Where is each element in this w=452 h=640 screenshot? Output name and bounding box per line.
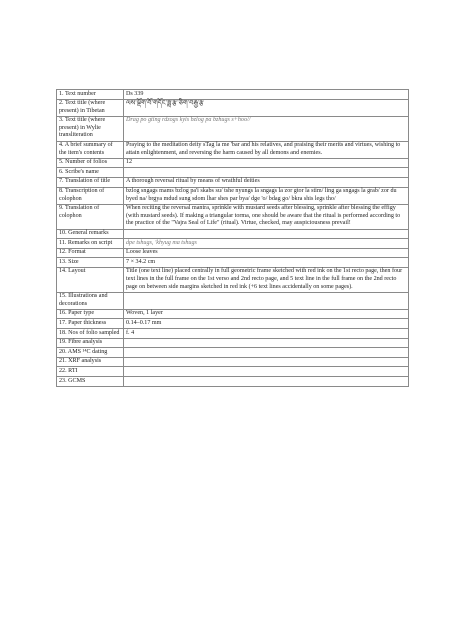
- table-row: [57, 177, 409, 187]
- row-label: 19. Fibre analysis: [57, 338, 124, 348]
- row-label: 20. AMS ¹⁴C dating: [57, 348, 124, 358]
- row-value: [124, 168, 409, 178]
- table-row: [57, 377, 409, 387]
- table-row: [57, 338, 409, 348]
- row-value: 7 × 34.2 cm: [124, 258, 409, 268]
- table-row: [57, 292, 409, 309]
- row-value: Ds 339: [124, 90, 409, 100]
- table-row: [57, 309, 409, 319]
- row-label: 2. Text title (where present) in Tibetan: [57, 99, 124, 116]
- table-row: [57, 239, 409, 249]
- table-row: [57, 168, 409, 178]
- row-value: [124, 338, 409, 348]
- table-row: [57, 158, 409, 168]
- table-row: [57, 141, 409, 158]
- row-label: 15. Illustrations and decorations: [57, 292, 124, 309]
- row-label: 23. GCMS: [57, 377, 124, 387]
- row-value: [124, 367, 409, 377]
- row-label: 4. A brief summary of the item's contents: [57, 141, 124, 158]
- row-label: 14. Layout: [57, 267, 124, 292]
- row-label: 13. Size: [57, 258, 124, 268]
- table-row: [57, 99, 409, 116]
- table-row: [57, 367, 409, 377]
- table-row: [57, 116, 409, 141]
- row-label: 10. General remarks: [57, 229, 124, 239]
- table-row: [57, 357, 409, 367]
- wylie-title: Drag po gting rdzogs kyis bzlog pa bzhugs s+hoo//: [124, 116, 409, 141]
- row-label: 8. Transcription of colophon: [57, 187, 124, 204]
- row-value: f. 4: [124, 329, 409, 339]
- row-label: 21. XRF analysis: [57, 357, 124, 367]
- row-value: Title (one text line) placed centrally in full geometric frame sketched with red ink on the 1st recto page, then four text lines in the full frame on the 1st verso and 2nd recto page, and 5 text line in the full frame on the 2nd recto page on between side margins sketched in red ink (+6 text lines accidentally on some pages).: [124, 267, 409, 292]
- row-label: 6. Scribe's name: [57, 168, 124, 178]
- table-row: [57, 204, 409, 229]
- row-value: Praying to the meditation deity sTag la me 'bar and his relatives, and praising their merits and virtues, wishing to attain enlightenment, and reversing the harm caused by all demons and enemies.: [124, 141, 409, 158]
- row-label: 5. Number of folios: [57, 158, 124, 168]
- metadata-table: [56, 89, 409, 387]
- row-value: bzlog sngags mams bzlog pa'i skabs su/ tshe nyungs la sngags la zor gtor la stim/ ling ga sngags la grab/ zor du byed na/ brgya mdud sung sdom lhar shes par bya/ dge 'o/ bdag go/ bkra shis legs tho/: [124, 187, 409, 204]
- row-label: 7. Translation of title: [57, 177, 124, 187]
- row-label: 9. Translation of colophon: [57, 204, 124, 229]
- row-label: 22. RTI: [57, 367, 124, 377]
- row-value: [124, 348, 409, 358]
- row-label: 12. Format: [57, 248, 124, 258]
- row-value: A thorough reversal ritual by means of wrathful deities: [124, 177, 409, 187]
- row-label: 18. Nos of folio sampled: [57, 329, 124, 339]
- table-row: [57, 187, 409, 204]
- catalogue-sheet: [56, 89, 402, 387]
- row-value: [124, 229, 409, 239]
- row-label: 3. Text title (where present) in Wylie transliteration: [57, 116, 124, 141]
- table-row: [57, 229, 409, 239]
- table-row: [57, 248, 409, 258]
- row-value: [124, 357, 409, 367]
- table-row: [57, 319, 409, 329]
- tibetan-title: ལས་ལྡོག་བོ་གདོང་ཟླ་རྩ་ཅིག་བརྒྱ་རྩ: [124, 99, 409, 116]
- table-row: [57, 329, 409, 339]
- table-row: [57, 258, 409, 268]
- row-label: 1. Text number: [57, 90, 124, 100]
- script-remarks: dpe tshugs, 'khyug ma tshugs: [124, 239, 409, 249]
- row-label: 16. Paper type: [57, 309, 124, 319]
- row-label: 11. Remarks on script: [57, 239, 124, 249]
- table-row: [57, 90, 409, 100]
- row-value: Woven, 1 layer: [124, 309, 409, 319]
- row-value: [124, 292, 409, 309]
- row-value: When reciting the reversal mantra, sprinkle with mustard seeds after blessing, sprinkle after blessing the effigy (with mustard seeds). If making a triangular torma, one should be aware that the ritual is performed according to the practice of the "Vajra Seal of Life" (ritual). Virtue, checked, may auspiciousness prevail!: [124, 204, 409, 229]
- row-value: 0.14–0.17 mm: [124, 319, 409, 329]
- row-value: [124, 377, 409, 387]
- row-value: 12: [124, 158, 409, 168]
- row-value: Loose leaves: [124, 248, 409, 258]
- row-label: 17. Paper thickness: [57, 319, 124, 329]
- table-row: [57, 267, 409, 292]
- table-row: [57, 348, 409, 358]
